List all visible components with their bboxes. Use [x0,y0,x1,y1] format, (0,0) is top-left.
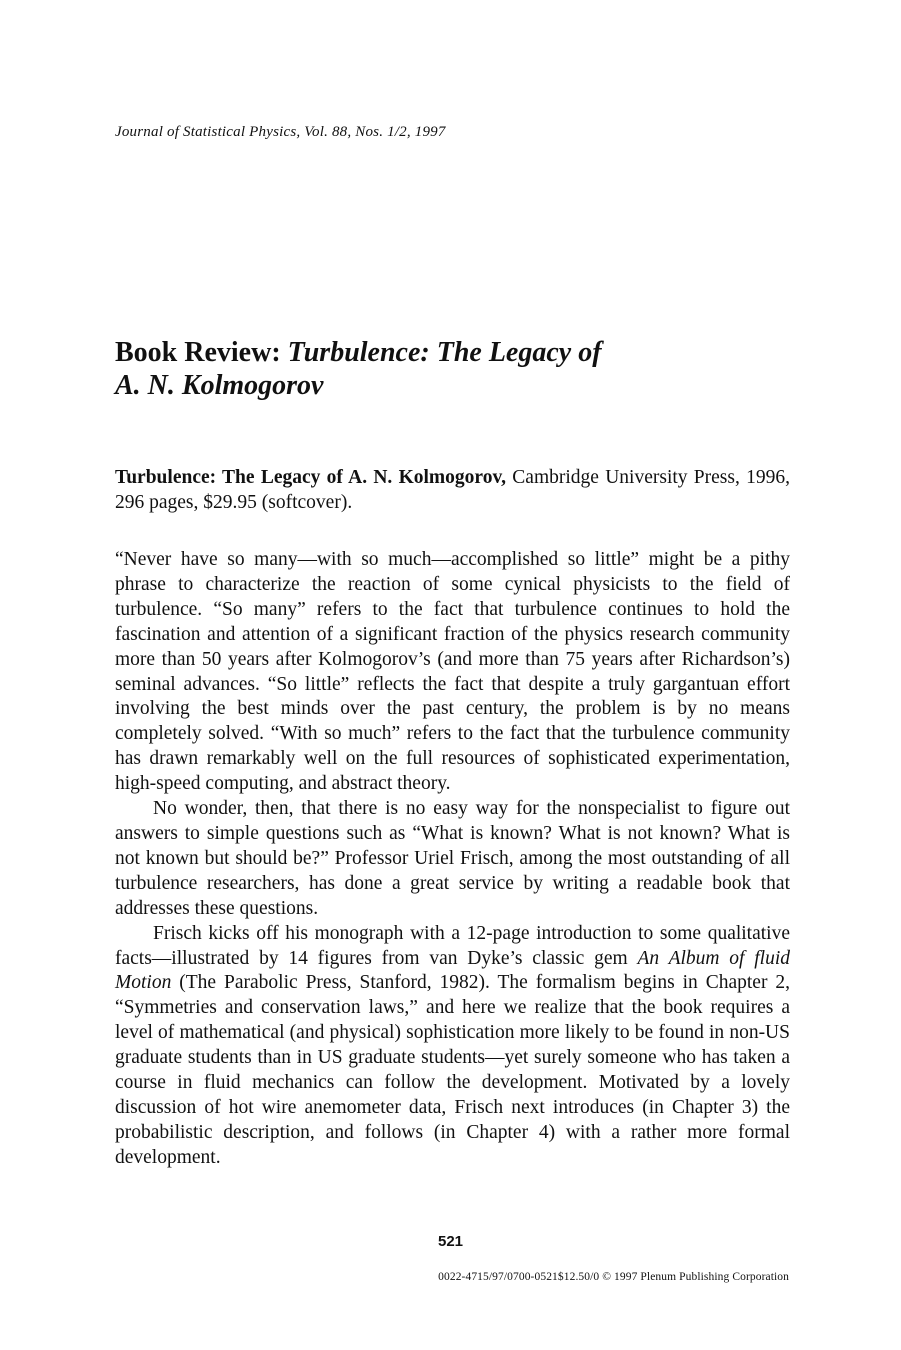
title-book-name-line2: A. N. Kolmogorov [115,370,324,401]
album-title: An Album of fluid Motion [115,947,790,994]
citation-book-title: Turbulence: The Legacy of A. N. Kolmogorov, [115,467,507,488]
paragraph-3 [115,922,790,1171]
journal-header: Journal of Statistical Physics, Vol. 88, Nos. 1/2, 1997 [115,124,446,140]
title-book-name-line1: Turbulence: The Legacy of [287,337,602,368]
paragraph-3-part-a: Frisch kicks off his monograph with a 12-page introduction to some qualitative facts—illustrated by 14 figures from van Dyke’s classic gem [115,922,790,969]
paragraph-3-part-b: (The Parabolic Press, Stanford, 1982). The formalism begins in Chapter 2, “Symmetries and conservation laws,” and here we realize that the book requires a level of mathematical (and physical) sophistication more likely to be found in non-US graduate students than in US graduate students—yet surely someone who has taken a course in fluid mechanics can follow the development. Motivated by a lovely discussion of hot wire anemometer data, Frisch next introduces (in Chapter 3) the probabilistic description, and follows (in Chapter 4) with a rather more formal development. [115,972,790,1168]
title-prefix: Book Review: [115,337,288,368]
citation-details: Cambridge University Press, 1996, 296 pages, $29.95 (softcover). [115,467,790,513]
page-number: 521 [437,1233,464,1250]
article-title [115,336,795,402]
copyright-footer: 0022-4715/97/0700-0521$12.50/0 © 1997 Plenum Publishing Corporation [438,1271,789,1283]
review-body [115,548,790,1171]
book-citation [115,465,790,515]
paragraph-1: “Never have so many—with so much—accomplished so little” might be a pithy phrase to characterize the reaction of some cynical physicists to the field of turbulence. “So many” refers to the fact that turbulence continues to hold the fascination and attention of a significant fraction of the physics research community more than 50 years after Kolmogorov’s (and more than 75 years after Richardson’s) seminal advances. “So little” reflects the fact that despite a truly gargantuan effort involving the best minds over the past century, the problem is by no means completely solved. “With so much” refers to the fact that the turbulence community has drawn remarkably well on the full resources of sophisticated experimentation, high-speed computing, and abstract theory. [115,549,790,795]
paragraph-2: No wonder, then, that there is no easy way for the nonspecialist to figure out answers to simple questions such as “What is known? What is not known? What is not known but should be?” Professor Uriel Frisch, among the most outstanding of all turbulence researchers, has done a great service by writing a readable book that addresses these questions. [115,798,790,919]
